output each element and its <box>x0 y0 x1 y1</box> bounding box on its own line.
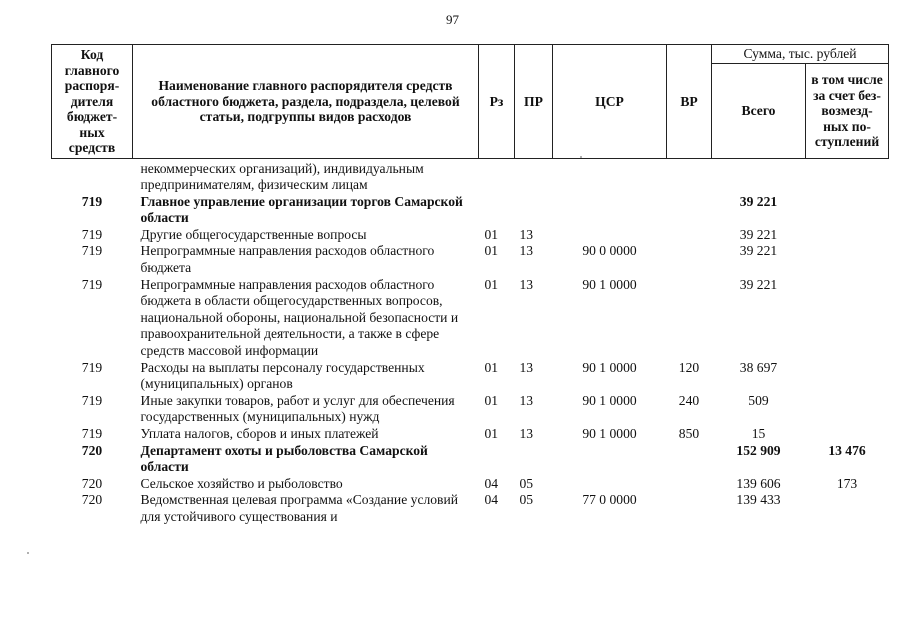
table-row <box>52 426 889 443</box>
cell-pr: 13 <box>519 359 534 375</box>
header-vr: ВР <box>667 45 712 159</box>
cell-free <box>806 277 889 360</box>
cell-total: 39 221 <box>739 243 778 259</box>
cell-code: 719 <box>81 359 103 375</box>
cell-rz: 04 <box>484 492 499 508</box>
cell-free <box>806 227 889 244</box>
cell-vr <box>667 194 712 227</box>
cell-csr: 90 1 0000 <box>582 359 637 375</box>
cell-total <box>712 158 806 194</box>
cell-rz: 01 <box>484 426 499 441</box>
cell-free <box>806 360 889 393</box>
cell-code: 720 <box>81 475 103 491</box>
header-code: Код главного распоря-дителя бюджет-ных средств <box>52 45 133 159</box>
cell-name: Другие общегосударственные вопросы <box>140 226 367 242</box>
cell-pr: 13 <box>519 243 534 259</box>
cell-name: Непрограммные направления расходов областного бюджета в области общегосударственных вопросов, национальной обороны, национальной безопасности и правоохранительной деятельности, а также в сфере средств массовой информации <box>140 276 459 359</box>
cell-free <box>806 393 889 426</box>
cell-pr: 13 <box>519 226 534 242</box>
cell-code: 720 <box>81 442 103 458</box>
cell-vr <box>667 277 712 360</box>
cell-total: 139 433 <box>736 492 781 508</box>
table-row <box>52 158 889 194</box>
cell-rz: 01 <box>484 276 499 292</box>
cell-name: Расходы на выплаты персоналу государственных (муниципальных) органов <box>140 359 425 392</box>
cell-csr <box>553 476 667 493</box>
cell-pr: 13 <box>519 276 534 292</box>
header-total: Всего <box>712 64 806 159</box>
cell-total: 509 <box>748 392 769 408</box>
cell-total: 15 <box>751 426 766 441</box>
cell-total: 39 221 <box>739 276 778 292</box>
cell-rz: 04 <box>484 475 499 491</box>
cell-name: некоммерческих организаций), индивидуальным предпринимателям, физическим лицам <box>140 160 424 193</box>
cell-vr <box>667 492 712 525</box>
cell-rz: 01 <box>484 226 499 242</box>
cell-vr <box>667 243 712 276</box>
cell-total: 39 221 <box>739 193 778 209</box>
cell-free: 13 476 <box>828 442 866 458</box>
table-row <box>52 243 889 276</box>
cell-name: Ведомственная целевая программа «Создание условий для устойчивого существования и <box>140 492 459 524</box>
cell-name: Сельское хозяйство и рыболовство <box>140 475 343 491</box>
table-row <box>52 443 889 476</box>
cell-csr: 77 0 0000 <box>582 492 637 508</box>
header-free: в том числе за счет без-возмезд-ных по-ступлений <box>806 64 889 159</box>
page-number: 97 <box>446 12 459 27</box>
cell-name: Уплата налогов, сборов и иных платежей <box>140 426 379 441</box>
cell-code: 719 <box>81 243 103 259</box>
cell-csr <box>553 194 667 227</box>
cell-rz: 01 <box>484 243 499 259</box>
cell-vr <box>667 158 712 194</box>
cell-code <box>52 158 133 194</box>
cell-csr <box>553 227 667 244</box>
cell-vr: 120 <box>678 359 700 375</box>
cell-total: 38 697 <box>739 359 778 375</box>
cell-csr <box>553 158 667 194</box>
cell-code: 720 <box>81 492 103 508</box>
cell-pr <box>515 158 553 194</box>
header-pr: ПР <box>515 45 553 159</box>
cell-code: 719 <box>81 276 103 292</box>
cell-vr: 850 <box>678 426 700 441</box>
cell-free <box>806 243 889 276</box>
cell-rz <box>479 443 515 476</box>
cell-rz: 01 <box>484 359 499 375</box>
table-row <box>52 194 889 227</box>
cell-pr: 13 <box>519 392 534 408</box>
cell-pr <box>515 443 553 476</box>
cell-total: 139 606 <box>736 475 781 491</box>
scan-speck <box>580 156 582 158</box>
cell-name: Иные закупки товаров, работ и услуг для обеспечения государственных (муниципальных) нужд <box>140 392 455 425</box>
cell-rz <box>479 158 515 194</box>
cell-vr <box>667 227 712 244</box>
cell-code: 719 <box>81 193 103 209</box>
table-body <box>52 158 889 526</box>
cell-csr: 90 0 0000 <box>582 243 637 259</box>
cell-pr: 05 <box>519 492 534 508</box>
table-row <box>52 277 889 360</box>
cell-total: 39 221 <box>739 226 778 242</box>
cell-total: 152 909 <box>736 442 781 458</box>
header-name: Наименование главного распорядителя средств областного бюджета, раздела, подраздела, целевой статьи, подгруппы видов расходов <box>133 45 479 159</box>
header-rz: Рз <box>479 45 515 159</box>
cell-csr <box>553 443 667 476</box>
cell-free <box>806 158 889 194</box>
table-row <box>52 492 889 525</box>
cell-vr: 240 <box>678 392 700 408</box>
cell-csr: 90 1 0000 <box>582 392 637 408</box>
cell-rz: 01 <box>484 392 499 408</box>
budget-table <box>51 44 889 526</box>
cell-name: Департамент охоты и рыболовства Самарской области <box>140 442 428 475</box>
cell-vr <box>667 443 712 476</box>
table-header <box>52 45 889 159</box>
cell-free: 173 <box>836 475 858 491</box>
cell-free <box>806 492 889 525</box>
header-csr: ЦСР <box>553 45 667 159</box>
cell-pr: 05 <box>519 475 534 491</box>
scan-speck <box>27 552 29 554</box>
table-row <box>52 227 889 244</box>
cell-pr <box>515 194 553 227</box>
cell-code: 719 <box>81 226 103 242</box>
header-sum: Сумма, тыс. рублей <box>712 45 889 64</box>
cell-vr <box>667 476 712 493</box>
cell-pr: 13 <box>519 426 534 441</box>
cell-name: Главное управление организации торгов Самарской области <box>140 193 463 226</box>
cell-name: Непрограммные направления расходов областного бюджета <box>140 243 435 276</box>
table-row <box>52 393 889 426</box>
cell-free <box>806 426 889 443</box>
cell-code: 719 <box>81 392 103 408</box>
cell-code: 719 <box>81 426 103 441</box>
table-row <box>52 476 889 493</box>
cell-csr: 90 1 0000 <box>582 276 637 292</box>
cell-csr: 90 1 0000 <box>582 426 637 441</box>
table-row <box>52 360 889 393</box>
cell-rz <box>479 194 515 227</box>
cell-free <box>806 194 889 227</box>
